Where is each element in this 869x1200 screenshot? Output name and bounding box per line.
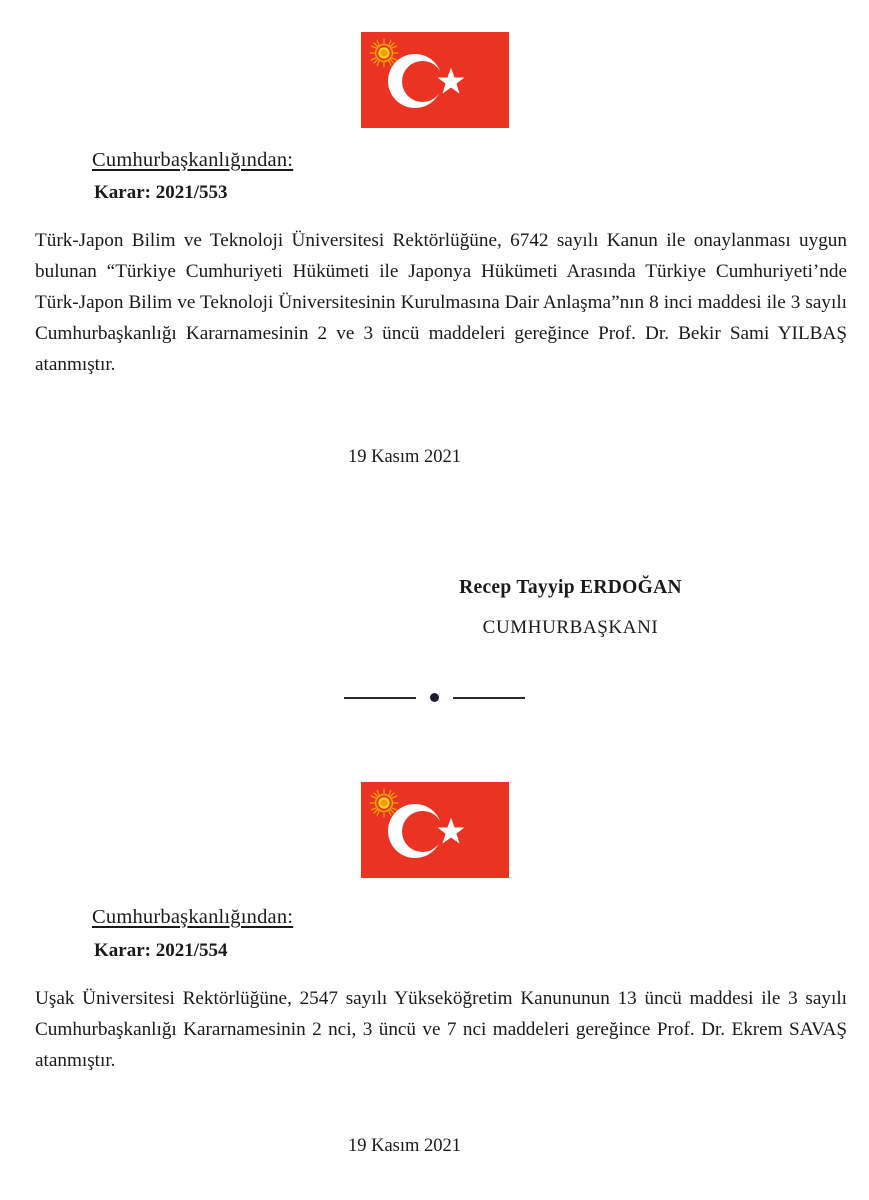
divider-dot <box>430 693 439 702</box>
karar-number-2 <box>0 937 869 966</box>
divider-rule-left <box>344 697 416 699</box>
signature-name-text-1: Recep Tayyip ERDOĞAN <box>459 577 682 598</box>
flag-container-2 <box>0 782 869 878</box>
decision-date-1 <box>0 447 869 468</box>
org-heading-text-1: Cumhurbaşkanlığından: <box>92 149 294 171</box>
section-divider <box>0 693 869 702</box>
decision-body-text-2: Uşak Üniversitesi Rektörlüğüne, 2547 sayılı Yükseköğretim Kanununun 13 üncü maddesi ile 3 sayılı Cumhurbaşkanlığı Kararnamesinin 2 nci, 3 üncü ve 7 nci maddeleri gereğince Prof. Dr. Ekrem SAVAŞ atanmıştır. <box>35 988 847 1072</box>
flag-container-1 <box>0 32 869 128</box>
decision-body-1 <box>0 225 869 380</box>
turkish-flag-icon <box>361 32 509 128</box>
karar-number-1 <box>0 179 869 208</box>
star-icon <box>436 66 466 96</box>
decision-date-text-1: 19 Kasım 2021 <box>347 447 462 467</box>
decision-body-2 <box>0 983 869 1076</box>
sun-emblem-icon <box>369 38 399 68</box>
sun-emblem-icon <box>369 788 399 818</box>
signature-title-text-1: CUMHURBAŞKANI <box>482 617 659 638</box>
karar-number-text-2: Karar: 2021/554 <box>94 940 228 961</box>
decision-body-text-1: Türk-Japon Bilim ve Teknoloji Üniversitesi Rektörlüğüne, 6742 sayılı Kanun ile onaylanması uygun bulunan “Türkiye Cumhuriyeti Hükümeti ile Japonya Hükümeti Arasında Türkiye Cumhuriyeti’nde Türk-Japon Bilim ve Teknoloji Üniversitesinin Kurulmasına Dair Anlaşma”nın 8 inci maddesi ile 3 sayılı Cumhurbaşkanlığı Kararnamesinin 2 ve 3 üncü maddeleri gereğince Prof. Dr. Bekir Sami YILBAŞ atanmıştır. <box>35 230 847 376</box>
turkish-flag-icon <box>361 782 509 878</box>
org-heading-text-2: Cumhurbaşkanlığından: <box>92 906 294 928</box>
org-heading-2 <box>0 905 869 931</box>
decision-date-text-2: 19 Kasım 2021 <box>347 1136 462 1156</box>
karar-number-text-1: Karar: 2021/553 <box>94 182 228 203</box>
signature-name-1 <box>0 577 869 599</box>
org-heading-1 <box>0 148 869 174</box>
divider-rule-right <box>453 697 525 699</box>
star-icon <box>436 816 466 846</box>
decision-date-2 <box>0 1136 869 1157</box>
signature-title-1 <box>0 617 869 639</box>
